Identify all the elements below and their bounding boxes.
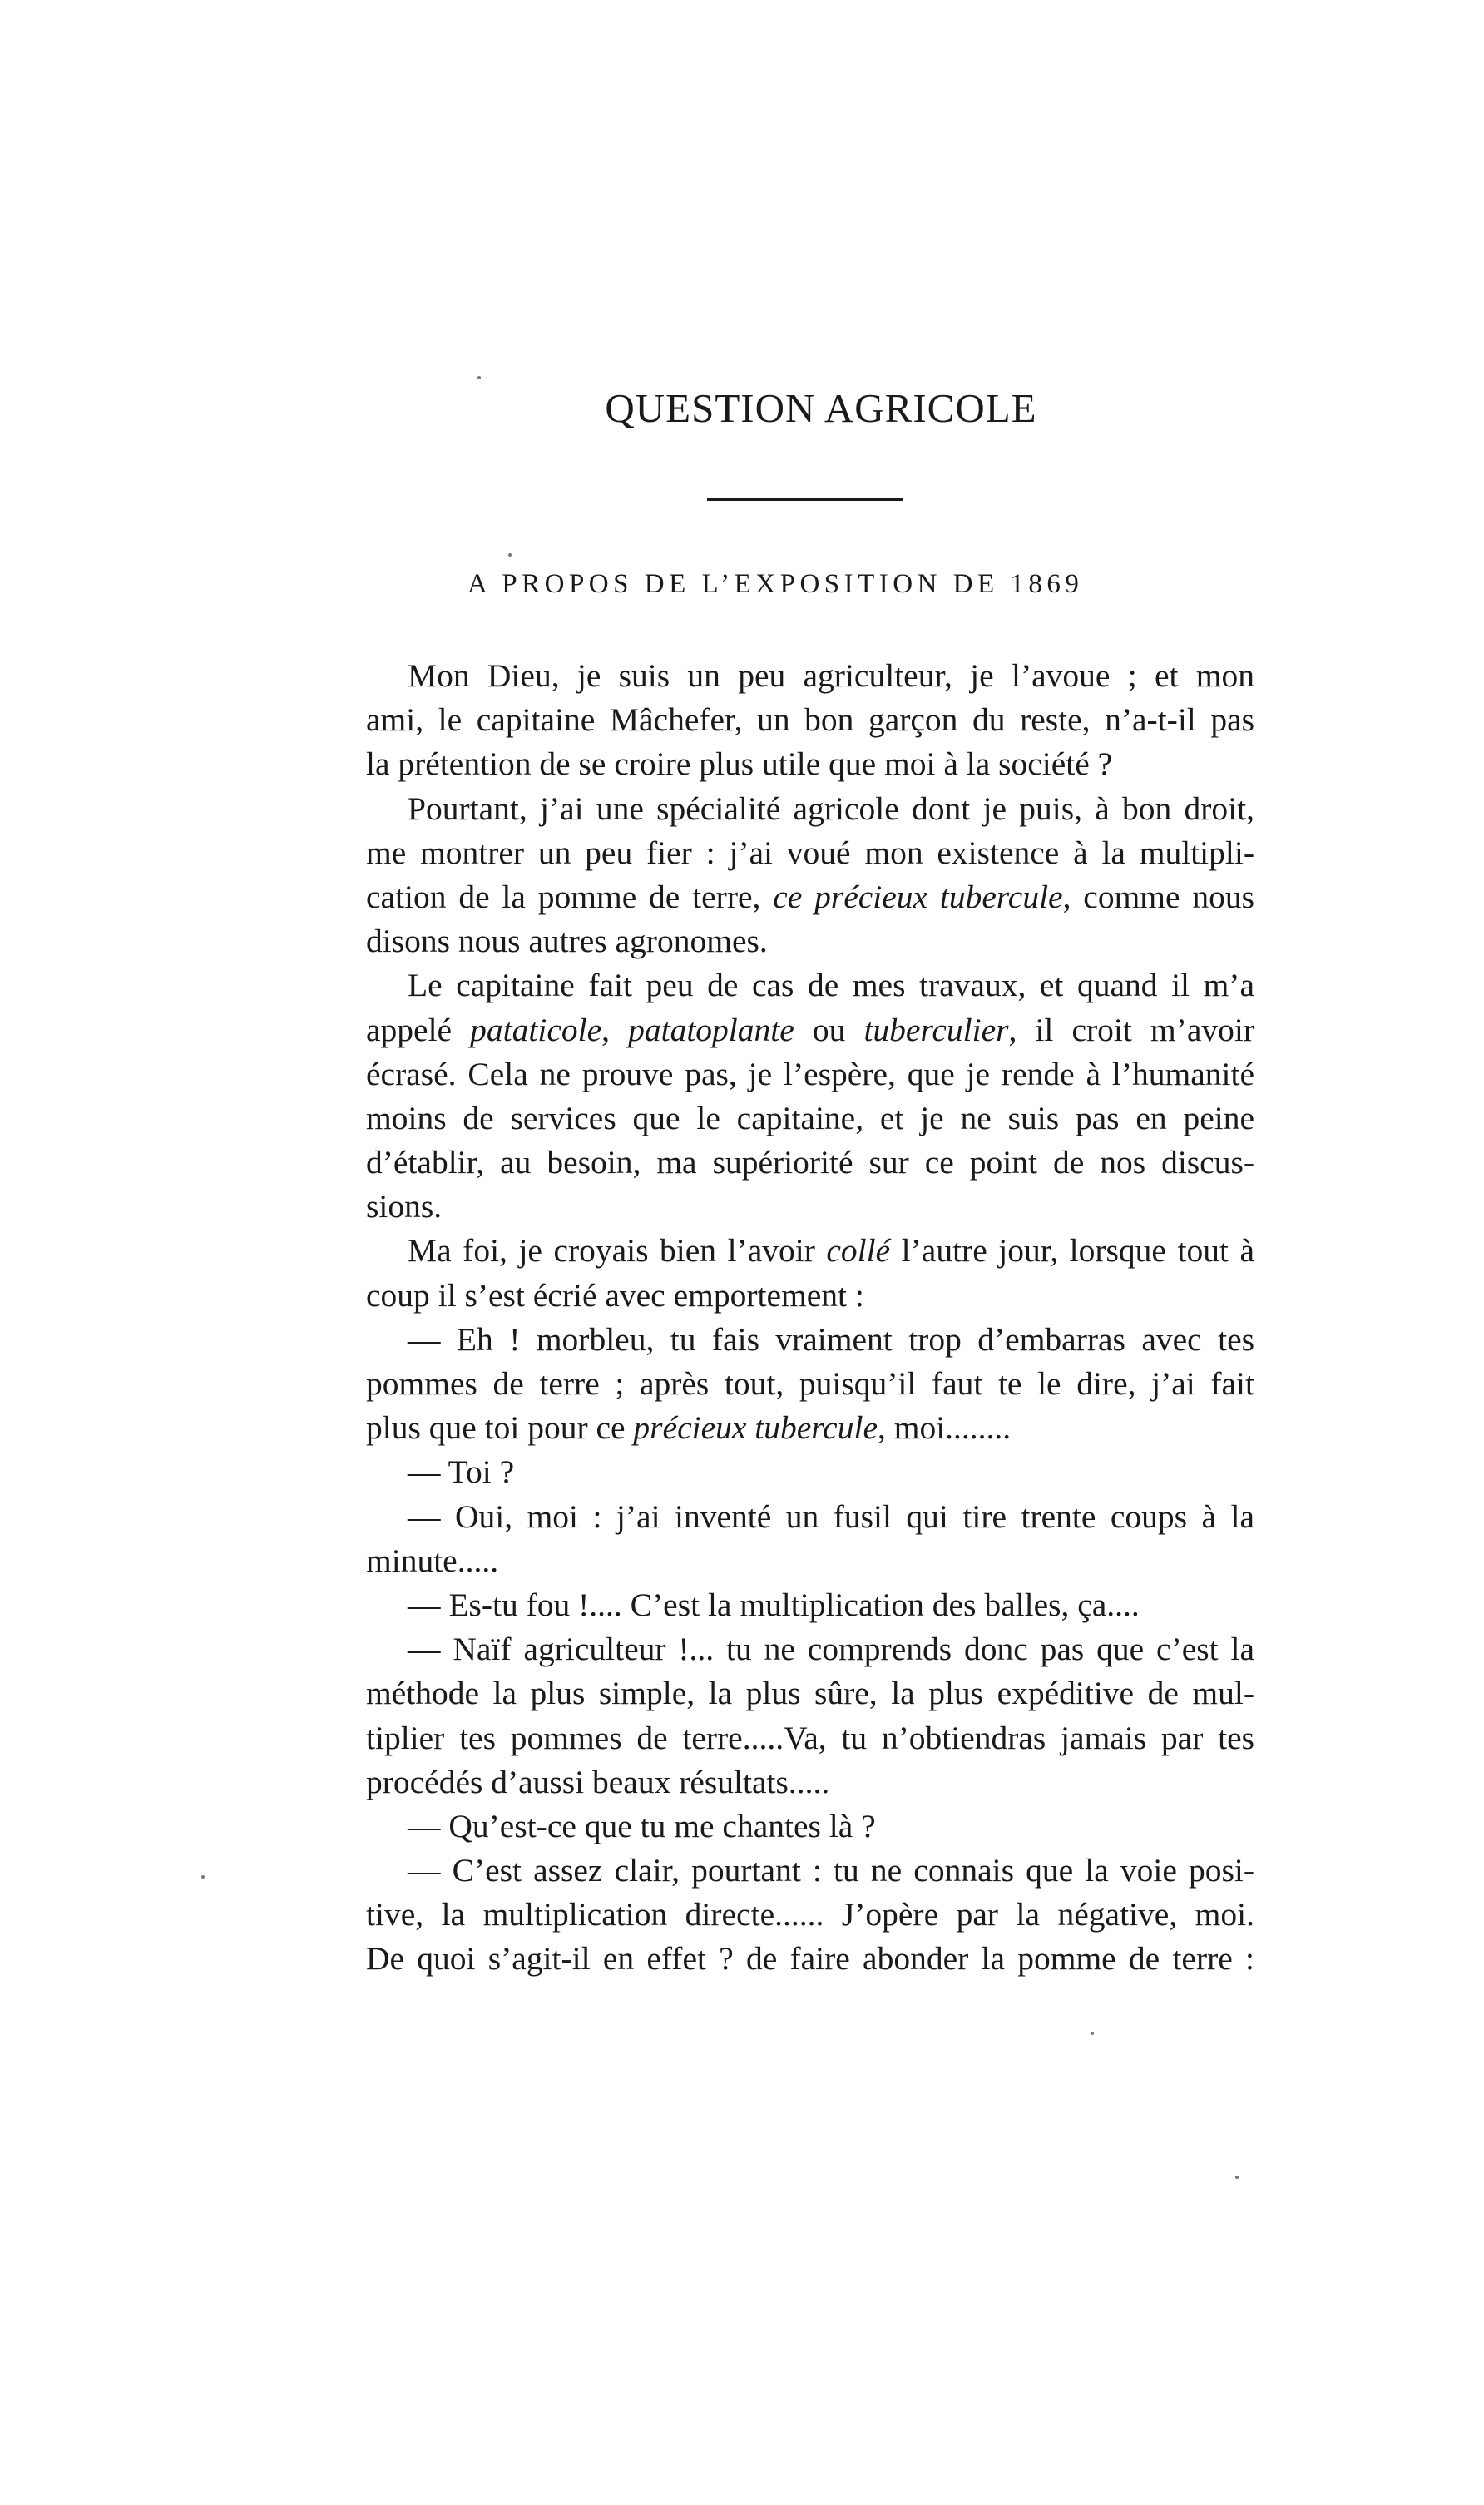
italic-text: pataticole bbox=[470, 1011, 602, 1048]
text-line: disons nous autres agronomes. bbox=[366, 923, 768, 960]
italic-text: tuberculier bbox=[863, 1011, 1009, 1048]
text-line: coup il s’est écrié avec emportement : bbox=[366, 1276, 864, 1314]
text-line: — Es-tu fou !.... C’est la multiplication des balles, ça.... bbox=[408, 1586, 1140, 1623]
text-run: l’autre jour, lorsque tout à bbox=[890, 1232, 1254, 1270]
chapter-subtitle: A PROPOS DE L’EXPOSITION DE 1869 bbox=[467, 569, 1084, 599]
text-line: Le capitaine fait peu de cas de mes travaux, et quand il m’a bbox=[408, 967, 1254, 1004]
title-rule bbox=[707, 498, 903, 501]
text-line bbox=[366, 1008, 1254, 1052]
text-line: pommes de terre ; après tout, puisqu’il faut te le dire, j’ai fait bbox=[366, 1365, 1254, 1402]
print-speck bbox=[1235, 2176, 1239, 2179]
text-line: — C’est assez clair, pourtant : tu ne connais que la voie posi- bbox=[408, 1852, 1254, 1889]
text-line: tiplier tes pommes de terre.....Va, tu n’obtiendras jamais par tes bbox=[366, 1719, 1254, 1756]
text-line: tive, la multiplication directe...... J’opère par la négative, moi. bbox=[366, 1896, 1254, 1933]
text-line: me montrer un peu fier : j’ai voué mon existence à la multipli- bbox=[366, 834, 1254, 871]
text-line: — Qu’est-ce que tu me chantes là ? bbox=[408, 1807, 876, 1844]
text-line: moins de services que le capitaine, et je ne suis pas en peine bbox=[366, 1099, 1254, 1136]
chapter-title: QUESTION AGRICOLE bbox=[605, 385, 1037, 431]
text-run: , il croit m’avoir bbox=[1008, 1011, 1255, 1048]
text-line bbox=[366, 1406, 1254, 1450]
text-line bbox=[366, 875, 1254, 919]
text-line: sions. bbox=[366, 1188, 443, 1225]
text-line: écrasé. Cela ne prouve pas, je l’espère, que je rende à l’humanité bbox=[366, 1055, 1254, 1092]
text-line: Mon Dieu, je suis un peu agriculteur, je l’avoue ; et mon bbox=[408, 657, 1254, 694]
text-run: plus que toi pour ce bbox=[366, 1409, 634, 1447]
text-line: ami, le capitaine Mâchefer, un bon garçon du reste, n’a-t-il pas bbox=[366, 701, 1254, 739]
italic-text: précieux tubercule bbox=[633, 1409, 878, 1447]
text-line: la prétention de se croire plus utile que moi à la société ? bbox=[366, 745, 1113, 783]
text-line: minute..... bbox=[366, 1542, 499, 1579]
italic-text: ce précieux tubercule bbox=[773, 878, 1063, 915]
text-run: Ma foi, je croyais bien l’avoir bbox=[408, 1232, 827, 1270]
text-line: — Eh ! morbleu, tu fais vraiment trop d’embarras avec tes bbox=[408, 1320, 1254, 1358]
text-line: De quoi s’agit-il en effet ? de faire abonder la pomme de terre : bbox=[366, 1940, 1254, 1978]
print-speck bbox=[508, 553, 512, 557]
text-line: d’établir, au besoin, ma supériorité sur ce point de nos discus- bbox=[366, 1144, 1254, 1181]
text-run: , comme nous bbox=[1062, 878, 1254, 915]
text-run: ou bbox=[794, 1011, 864, 1048]
text-line bbox=[366, 1229, 1254, 1273]
text-line: — Toi ? bbox=[408, 1453, 515, 1491]
print-speck bbox=[201, 1875, 205, 1879]
text-run: , moi........ bbox=[877, 1409, 1012, 1447]
print-speck bbox=[1091, 2032, 1094, 2035]
text-run: cation de la pomme de terre, bbox=[366, 878, 774, 915]
text-run: appelé bbox=[366, 1011, 471, 1048]
italic-text: patatoplante bbox=[628, 1011, 794, 1048]
text-line: procédés d’aussi beaux résultats..... bbox=[366, 1763, 830, 1800]
text-line: — Oui, moi : j’ai inventé un fusil qui tire trente coups à la bbox=[408, 1498, 1254, 1535]
text-run: , bbox=[601, 1011, 629, 1048]
text-line: méthode la plus simple, la plus sûre, la plus expéditive de mul- bbox=[366, 1675, 1254, 1712]
text-line: — Naïf agriculteur !... tu ne comprends donc pas que c’est la bbox=[408, 1631, 1254, 1668]
italic-text: collé bbox=[826, 1232, 891, 1270]
body-text bbox=[366, 654, 1254, 1982]
print-speck bbox=[477, 376, 481, 379]
text-line: Pourtant, j’ai une spécialité agricole dont je puis, à bon droit, bbox=[408, 790, 1254, 827]
